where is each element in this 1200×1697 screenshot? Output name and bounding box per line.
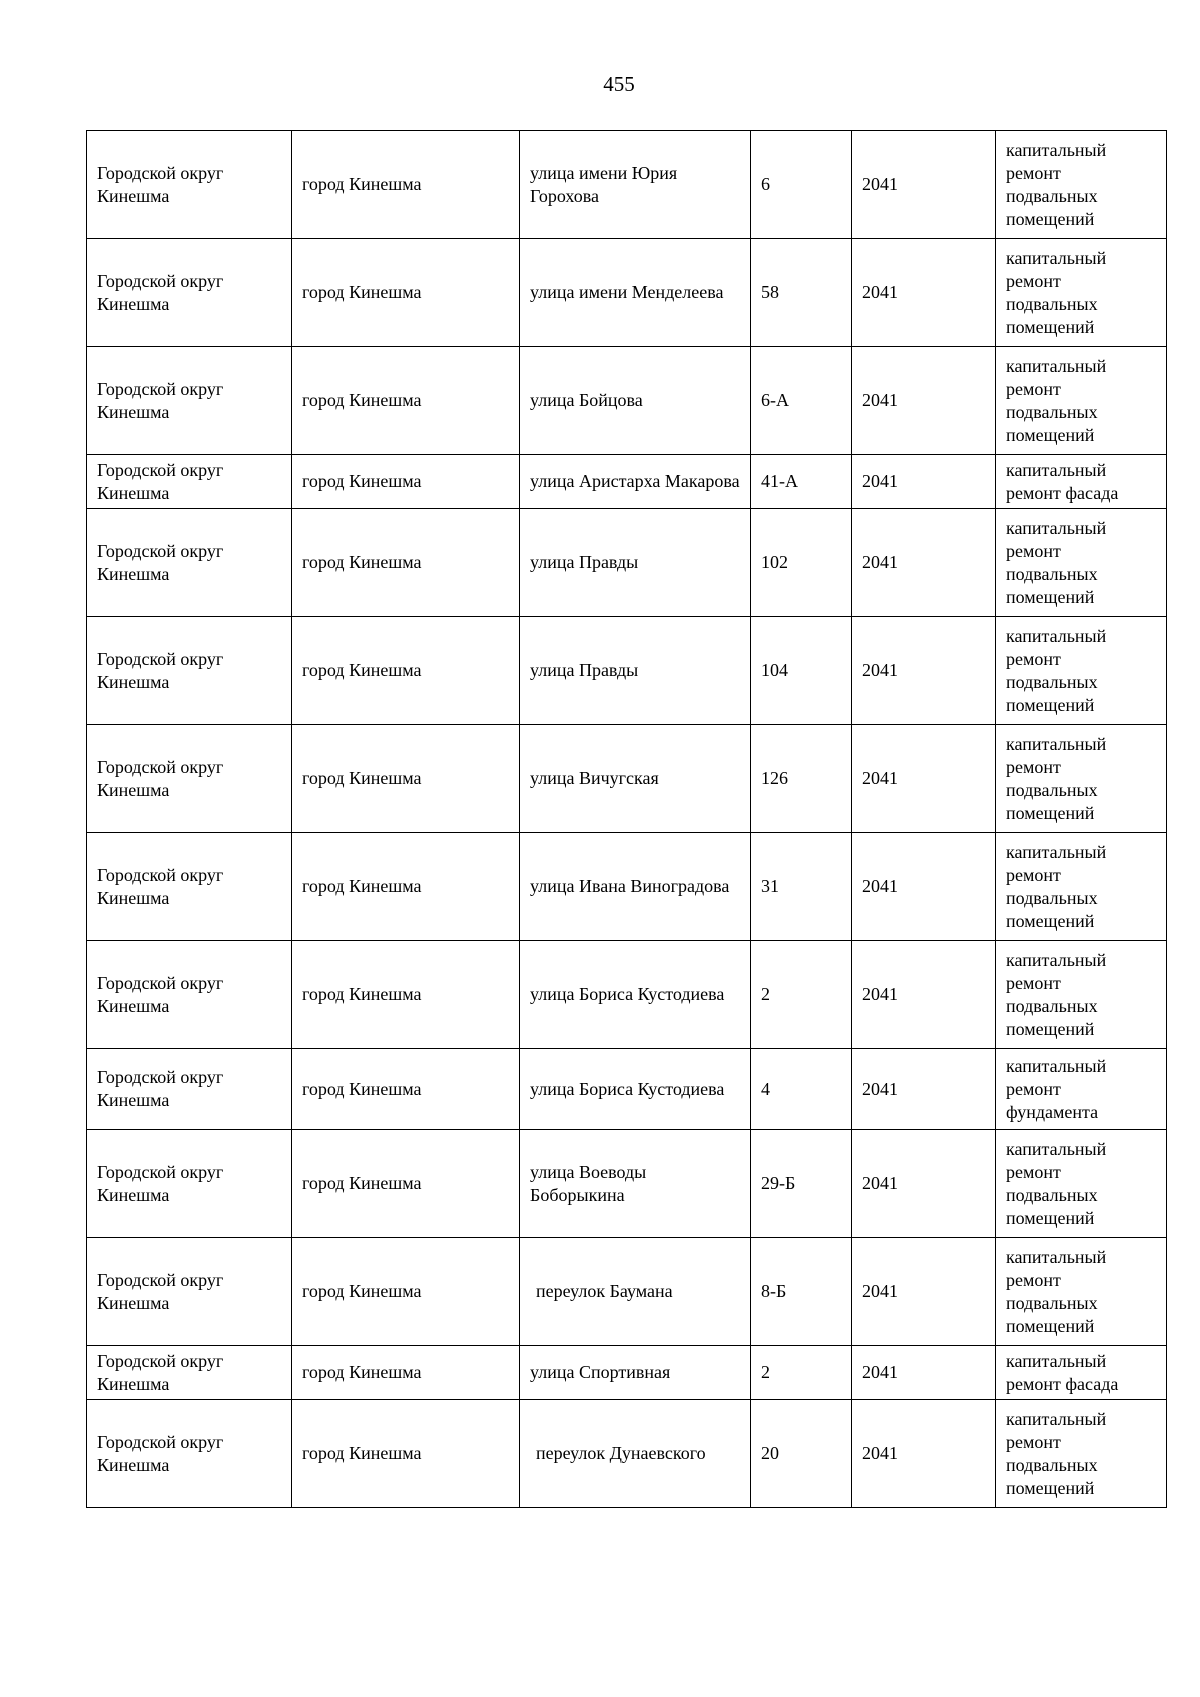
district-cell: Городской округ Кинешма [87,1346,292,1400]
table-row [87,617,1167,725]
table-row [87,131,1167,239]
table-row [87,1130,1167,1238]
street-cell: улица Ивана Виноградова [520,833,751,941]
work-type-cell: капитальный ремонт фасада [996,1346,1167,1400]
year-cell: 2041 [852,725,996,833]
district-cell: Городской округ Кинешма [87,131,292,239]
year-cell: 2041 [852,347,996,455]
district-cell: Городской округ Кинешма [87,1049,292,1130]
street-cell: улица Воеводы Боборыкина [520,1130,751,1238]
work-type-cell: капитальный ремонт подвальных помещений [996,941,1167,1049]
year-cell: 2041 [852,131,996,239]
settlement-cell: город Кинешма [292,1346,520,1400]
settlement-cell: город Кинешма [292,1400,520,1508]
year-cell: 2041 [852,617,996,725]
district-cell: Городской округ Кинешма [87,1130,292,1238]
table-row [87,1049,1167,1130]
table-row [87,941,1167,1049]
settlement-cell: город Кинешма [292,1238,520,1346]
year-cell: 2041 [852,1400,996,1508]
settlement-cell: город Кинешма [292,833,520,941]
house-cell: 8-Б [751,1238,852,1346]
year-cell: 2041 [852,1049,996,1130]
house-cell: 41-А [751,455,852,509]
district-cell: Городской округ Кинешма [87,941,292,1049]
settlement-cell: город Кинешма [292,347,520,455]
district-cell: Городской округ Кинешма [87,455,292,509]
table-row [87,1346,1167,1400]
settlement-cell: город Кинешма [292,131,520,239]
table-row [87,833,1167,941]
table-row [87,725,1167,833]
house-cell: 58 [751,239,852,347]
settlement-cell: город Кинешма [292,239,520,347]
house-cell: 6 [751,131,852,239]
work-type-cell: капитальный ремонт подвальных помещений [996,509,1167,617]
street-cell: улица Спортивная [520,1346,751,1400]
page-number: 455 [603,72,635,96]
work-type-cell: капитальный ремонт подвальных помещений [996,131,1167,239]
street-cell: улица Правды [520,509,751,617]
work-type-cell: капитальный ремонт подвальных помещений [996,833,1167,941]
house-cell: 2 [751,1346,852,1400]
work-type-cell: капитальный ремонт фасада [996,455,1167,509]
house-cell: 126 [751,725,852,833]
street-cell: улица Аристарха Макарова [520,455,751,509]
street-cell: переулок Баумана [520,1238,751,1346]
house-cell: 2 [751,941,852,1049]
street-cell: улица Бориса Кустодиева [520,1049,751,1130]
district-cell: Городской округ Кинешма [87,833,292,941]
table-row [87,509,1167,617]
house-cell: 31 [751,833,852,941]
year-cell: 2041 [852,1130,996,1238]
work-type-cell: капитальный ремонт подвальных помещений [996,1130,1167,1238]
street-cell: улица Правды [520,617,751,725]
district-cell: Городской округ Кинешма [87,509,292,617]
street-cell: улица Бориса Кустодиева [520,941,751,1049]
year-cell: 2041 [852,1346,996,1400]
district-cell: Городской округ Кинешма [87,617,292,725]
house-cell: 102 [751,509,852,617]
table-row [87,455,1167,509]
table-row [87,1400,1167,1508]
street-cell: улица Бойцова [520,347,751,455]
settlement-cell: город Кинешма [292,509,520,617]
settlement-cell: город Кинешма [292,941,520,1049]
settlement-cell: город Кинешма [292,1049,520,1130]
street-cell: переулок Дунаевского [520,1400,751,1508]
work-type-cell: капитальный ремонт подвальных помещений [996,617,1167,725]
house-cell: 4 [751,1049,852,1130]
work-type-cell: капитальный ремонт подвальных помещений [996,725,1167,833]
table-row [87,239,1167,347]
district-cell: Городской округ Кинешма [87,347,292,455]
year-cell: 2041 [852,1238,996,1346]
district-cell: Городской округ Кинешма [87,725,292,833]
work-type-cell: капитальный ремонт подвальных помещений [996,1238,1167,1346]
settlement-cell: город Кинешма [292,617,520,725]
work-type-cell: капитальный ремонт подвальных помещений [996,239,1167,347]
table-row [87,1238,1167,1346]
table-row [87,347,1167,455]
settlement-cell: город Кинешма [292,725,520,833]
settlement-cell: город Кинешма [292,455,520,509]
work-type-cell: капитальный ремонт подвальных помещений [996,347,1167,455]
street-cell: улица имени Юрия Горохова [520,131,751,239]
year-cell: 2041 [852,509,996,617]
house-cell: 29-Б [751,1130,852,1238]
district-cell: Городской округ Кинешма [87,239,292,347]
year-cell: 2041 [852,833,996,941]
street-cell: улица имени Менделеева [520,239,751,347]
house-cell: 104 [751,617,852,725]
work-type-cell: капитальный ремонт подвальных помещений [996,1400,1167,1508]
district-cell: Городской округ Кинешма [87,1238,292,1346]
year-cell: 2041 [852,455,996,509]
year-cell: 2041 [852,941,996,1049]
work-type-cell: капитальный ремонт фундамента [996,1049,1167,1130]
year-cell: 2041 [852,239,996,347]
house-cell: 6-А [751,347,852,455]
settlement-cell: город Кинешма [292,1130,520,1238]
house-cell: 20 [751,1400,852,1508]
street-cell: улица Вичугская [520,725,751,833]
repair-schedule-table [86,130,1167,1508]
district-cell: Городской округ Кинешма [87,1400,292,1508]
